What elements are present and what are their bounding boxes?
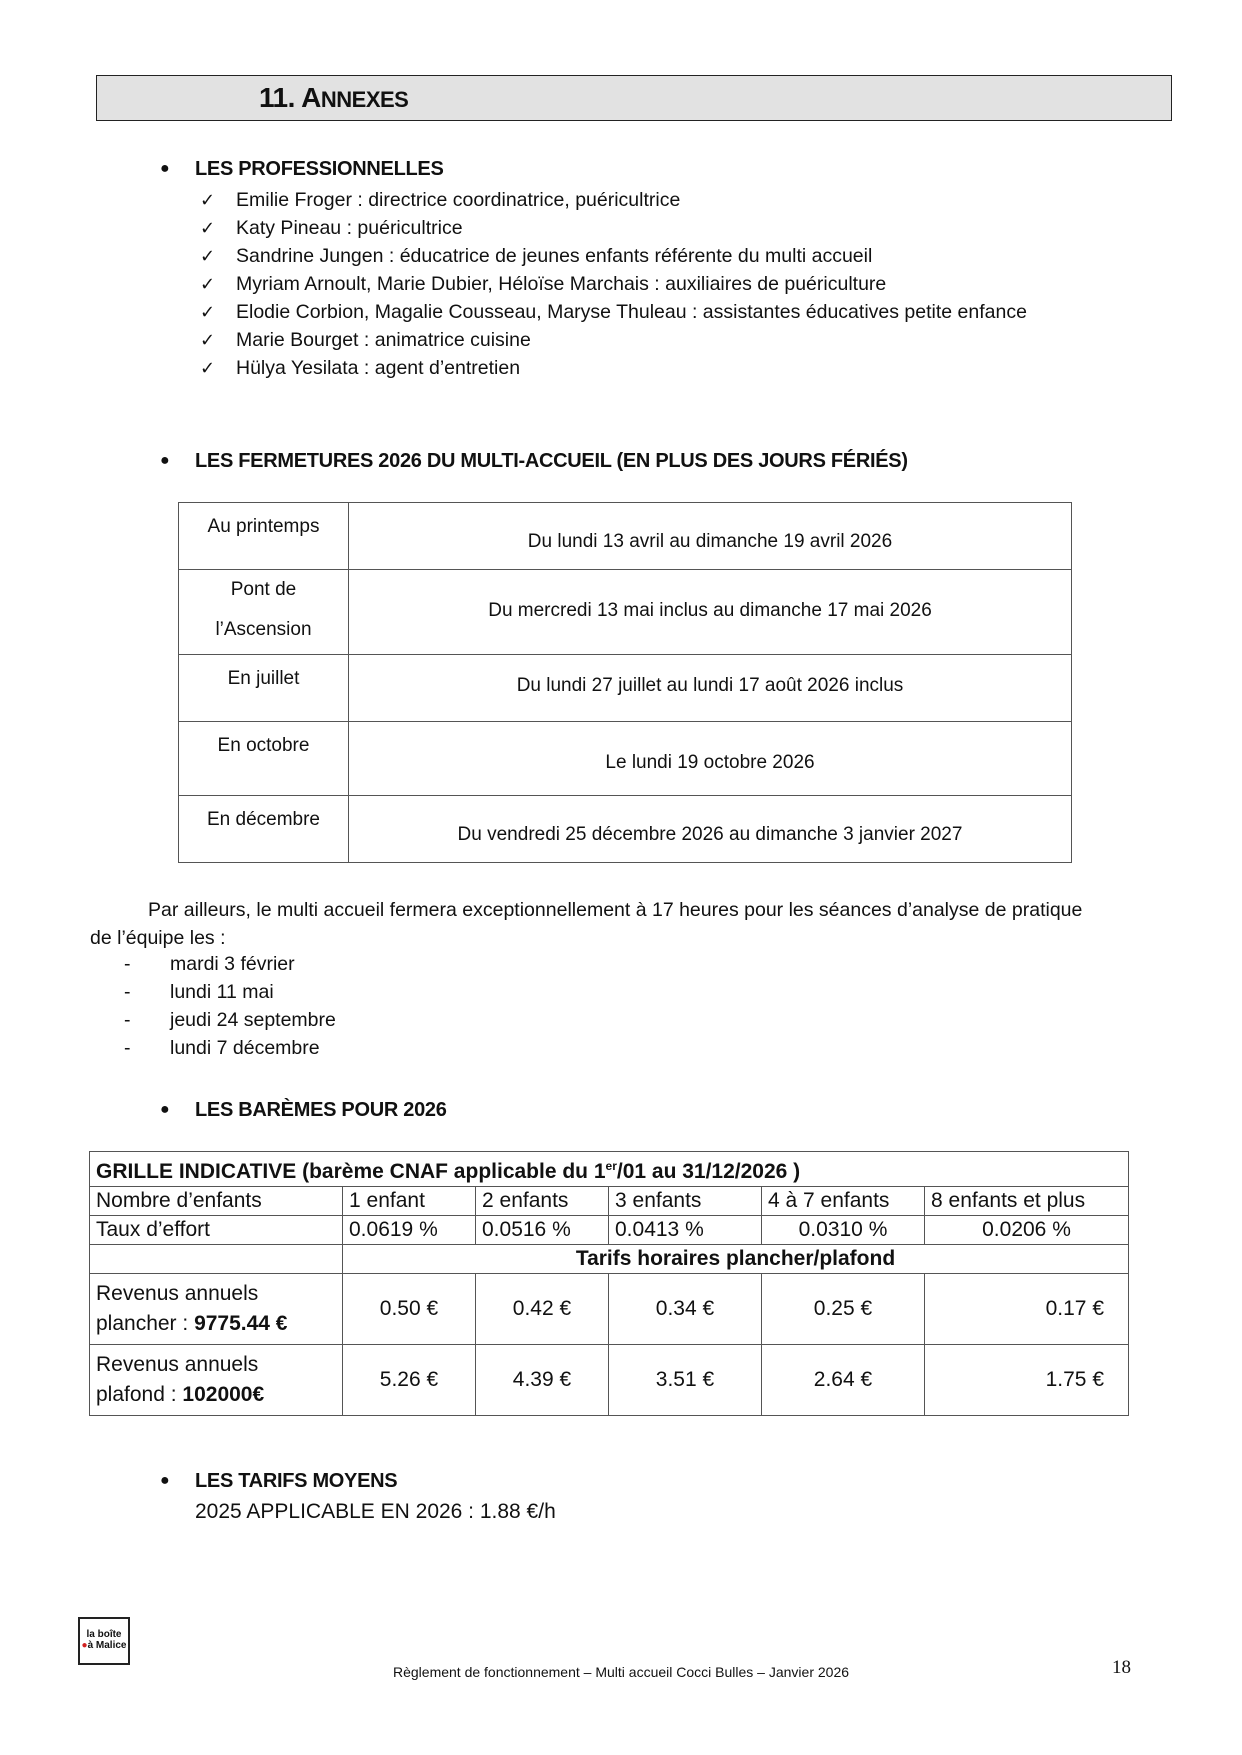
plancher-label-line2: plancher : (96, 1312, 195, 1335)
checkmark-icon: ✓ (200, 274, 216, 294)
grid-title-post: /01 au 31/12/2026 ) (616, 1160, 801, 1183)
checkmark-icon: ✓ (200, 330, 216, 350)
checkmark-icon: ✓ (200, 358, 216, 378)
checkmark-icon: ✓ (200, 218, 216, 238)
grid-title-pre: GRILLE INDICATIVE (barème CNAF applicable du 1 (96, 1160, 606, 1183)
title-number: 11. (259, 82, 295, 113)
rate-cell: 0.0413 % (609, 1216, 762, 1245)
bullet-icon: ● (160, 160, 170, 177)
plafond-amount: 102000€ (182, 1383, 265, 1406)
closures-paragraph-line2: de l’équipe les : (90, 927, 226, 949)
empty-cell (90, 1245, 343, 1274)
section-title-box (96, 75, 1172, 121)
staff-text: Sandrine Jungen : éducatrice de jeunes enfants référente du multi accueil (236, 245, 873, 267)
plafond-row (90, 1345, 1129, 1416)
rate-row (90, 1216, 1129, 1245)
staff-item (200, 270, 1027, 298)
dash-icon: - (124, 1009, 131, 1031)
closure-row (179, 570, 1072, 655)
closure-dates: Du mercredi 13 mai inclus au dimanche 17 mai 2026 (349, 570, 1072, 655)
staff-item (200, 214, 1027, 242)
rate-cell: 0.0206 % (925, 1216, 1129, 1245)
staff-text: Myriam Arnoult, Marie Dubier, Héloïse Marchais : auxiliaires de puériculture (236, 273, 887, 295)
children-row (90, 1187, 1129, 1216)
logo-line2: à Malice (87, 1640, 127, 1651)
plancher-label-line1: Revenus annuels (96, 1282, 259, 1305)
plafond-cell: 3.51 € (609, 1345, 762, 1416)
staff-text: Hülya Yesilata : agent d’entretien (236, 357, 521, 379)
checkmark-icon: ✓ (200, 190, 216, 210)
staff-list (200, 186, 1027, 382)
closure-period: En octobre (179, 722, 349, 796)
closures-paragraph-line1: Par ailleurs, le multi accueil fermera exceptionnellement à 17 heures pour les séances d’analyse de pratique (148, 899, 1083, 921)
tarifs-moyens-text: 2025 APPLICABLE EN 2026 : 1.88 €/h (195, 1500, 556, 1523)
children-cell: 4 à 7 enfants (762, 1187, 925, 1216)
rate-cell: 0.0310 % (762, 1216, 925, 1245)
tarifs-heading: Tarifs horaires plancher/plafond (343, 1245, 1129, 1274)
plancher-cell: 0.42 € (476, 1274, 609, 1345)
page-number: 18 (1112, 1657, 1131, 1678)
bullet-icon: ● (160, 452, 170, 469)
footer-text: Règlement de fonctionnement – Multi accueil Cocci Bulles – Janvier 2026 (392, 1664, 850, 1680)
closure-period (179, 570, 349, 655)
closure-period: Au printemps (179, 503, 349, 570)
closure-period-line1: Pont de (230, 579, 297, 600)
staff-item (200, 242, 1027, 270)
closure-row (179, 503, 1072, 570)
children-cell: 3 enfants (609, 1187, 762, 1216)
title-first-letter: A (301, 82, 321, 113)
closure-period: En décembre (179, 796, 349, 863)
training-date (118, 1034, 336, 1062)
plancher-row (90, 1274, 1129, 1345)
training-date-text: jeudi 24 septembre (170, 1009, 336, 1031)
bullet-icon: ● (160, 1101, 170, 1118)
staff-text: Elodie Corbion, Magalie Cousseau, Maryse Thuleau : assistantes éducatives petite enfance (236, 301, 1027, 323)
plafond-cell: 2.64 € (762, 1345, 925, 1416)
row-label: Taux d’effort (90, 1216, 343, 1245)
staff-item (200, 186, 1027, 214)
plancher-cell: 0.25 € (762, 1274, 925, 1345)
staff-text: Katy Pineau : puéricultrice (236, 217, 463, 239)
training-date-text: mardi 3 février (170, 953, 295, 975)
closure-dates: Du lundi 27 juillet au lundi 17 août 2026 inclus (349, 655, 1072, 722)
closure-period: En juillet (179, 655, 349, 722)
baremes-table (89, 1151, 1129, 1416)
training-date (118, 978, 336, 1006)
children-cell: 8 enfants et plus (925, 1187, 1129, 1216)
plafond-cell: 1.75 € (925, 1345, 1129, 1416)
closure-row (179, 796, 1072, 863)
staff-text: Emilie Froger : directrice coordinatrice, puéricultrice (236, 189, 681, 211)
children-cell: 2 enfants (476, 1187, 609, 1216)
closure-row (179, 722, 1072, 796)
dash-icon: - (124, 981, 131, 1003)
training-date-text: lundi 7 décembre (170, 1037, 320, 1059)
closure-dates: Du vendredi 25 décembre 2026 au dimanche 3 janvier 2027 (349, 796, 1072, 863)
rate-cell: 0.0516 % (476, 1216, 609, 1245)
section-title (259, 82, 408, 114)
title-rest: NNEXES (320, 87, 409, 112)
closure-period-line2: l’Ascension (215, 619, 312, 640)
training-date-text: lundi 11 mai (170, 981, 274, 1003)
training-date (118, 950, 336, 978)
children-cell: 1 enfant (343, 1187, 476, 1216)
staff-text: Marie Bourget : animatrice cuisine (236, 329, 531, 351)
grid-title (90, 1152, 1129, 1187)
dash-icon: - (124, 953, 131, 975)
plafond-label-line2: plafond : (96, 1383, 183, 1406)
staff-item (200, 354, 1027, 382)
closure-dates: Le lundi 19 octobre 2026 (349, 722, 1072, 796)
grid-title-sup: er (605, 1159, 617, 1173)
tarifs-moyens-heading: LES TARIFS MOYENS (195, 1470, 398, 1492)
baremes-heading: LES BARÈMES POUR 2026 (195, 1099, 447, 1121)
staff-item (200, 326, 1027, 354)
plancher-cell: 0.34 € (609, 1274, 762, 1345)
training-date (118, 1006, 336, 1034)
plancher-amount: 9775.44 € (194, 1312, 288, 1335)
bullet-icon: ● (160, 1472, 170, 1489)
plafond-label (90, 1345, 343, 1416)
rate-cell: 0.0619 % (343, 1216, 476, 1245)
training-dates-list (118, 950, 336, 1062)
checkmark-icon: ✓ (200, 246, 216, 266)
logo-dot-icon: ● (81, 1640, 88, 1651)
tarifs-heading-row (90, 1245, 1129, 1274)
closure-row (179, 655, 1072, 722)
closures-table (178, 502, 1072, 863)
grid-title-row (90, 1152, 1129, 1187)
plancher-label (90, 1274, 343, 1345)
plafond-label-line1: Revenus annuels (96, 1353, 259, 1376)
professionnelles-heading: LES PROFESSIONNELLES (195, 158, 444, 180)
plafond-cell: 4.39 € (476, 1345, 609, 1416)
logo (78, 1617, 130, 1665)
closure-dates: Du lundi 13 avril au dimanche 19 avril 2026 (349, 503, 1072, 570)
plancher-cell: 0.50 € (343, 1274, 476, 1345)
dash-icon: - (124, 1037, 131, 1059)
plafond-cell: 5.26 € (343, 1345, 476, 1416)
plancher-cell: 0.17 € (925, 1274, 1129, 1345)
staff-item (200, 298, 1027, 326)
checkmark-icon: ✓ (200, 302, 216, 322)
row-label: Nombre d’enfants (90, 1187, 343, 1216)
logo-line1: la boîte (86, 1629, 122, 1640)
fermetures-heading: LES FERMETURES 2026 DU MULTI-ACCUEIL (EN PLUS DES JOURS FÉRIÉS) (195, 450, 908, 472)
